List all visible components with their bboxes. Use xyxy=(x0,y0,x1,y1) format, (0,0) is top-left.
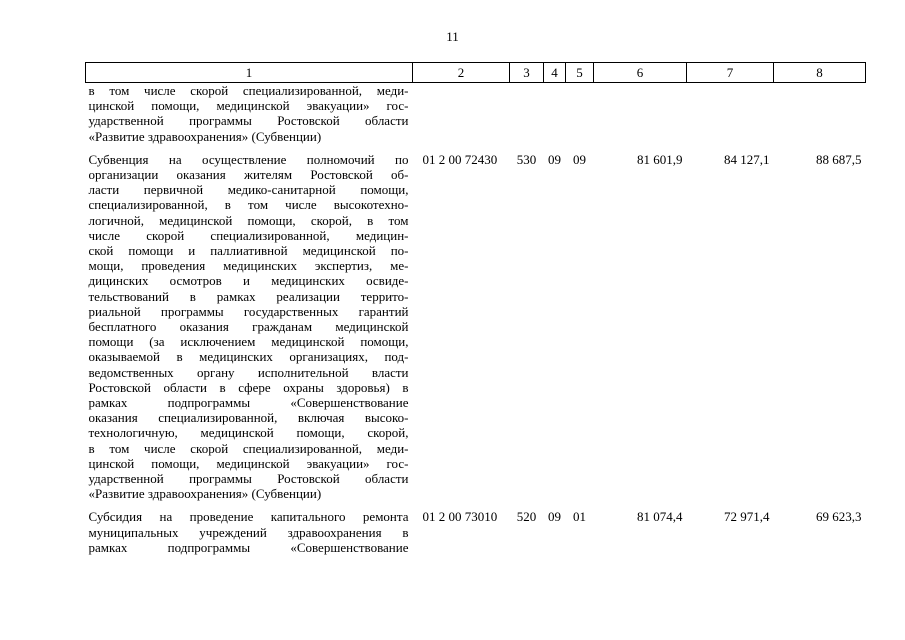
header-col-3: 3 xyxy=(510,63,544,83)
desc-line: технологичную, медицинской помощи, скорой, xyxy=(88,425,409,441)
header-col-1: 1 xyxy=(86,63,413,83)
desc-line: специализированной, в том числе высокотехно- xyxy=(88,197,409,213)
header-col-5: 5 xyxy=(566,63,594,83)
desc-line: муниципальных учреждений здравоохранения в xyxy=(88,524,409,540)
page-number: 11 xyxy=(446,29,459,44)
row-code: 01 2 00 73010 xyxy=(422,509,498,525)
row-rz: 09 xyxy=(548,509,561,525)
header-col-8: 8 xyxy=(774,63,866,83)
row-description xyxy=(86,152,413,510)
desc-line: Субвенция на осуществление полномочий по xyxy=(88,151,409,167)
desc-line: ударственной программы Ростовской области xyxy=(88,471,409,487)
desc-line: оказания специализированной, включая высоко- xyxy=(88,410,409,426)
desc-line: цинской помощи, медицинской эвакуации» гос- xyxy=(88,455,409,471)
desc-line: бесплатного оказания гражданам медицинской xyxy=(88,319,409,335)
row-description xyxy=(86,509,413,555)
row-pr xyxy=(566,83,594,152)
desc-line: дицинских осмотров и медицинских освиде- xyxy=(88,273,409,289)
row-year3: 69 623,3 xyxy=(816,509,862,525)
row-vr: 520 xyxy=(516,509,537,525)
table-row xyxy=(86,152,866,510)
header-col-6: 6 xyxy=(594,63,687,83)
table-header xyxy=(86,63,866,83)
table-row xyxy=(86,509,866,555)
desc-line: логичной, медицинской помощи, скорой, в том xyxy=(88,212,409,228)
desc-line: Субсидия на проведение капитального ремонта xyxy=(88,509,409,525)
desc-line: ской помощи и паллиативной медицинской по- xyxy=(88,243,409,259)
row-year1: 81 601,9 xyxy=(637,151,683,167)
row-rz xyxy=(544,83,566,152)
desc-line: числе скорой специализированной, медицин- xyxy=(88,227,409,243)
header-col-2: 2 xyxy=(413,63,510,83)
desc-line: цинской помощи, медицинской эвакуации» гос- xyxy=(88,98,409,114)
desc-line: «Развитие здравоохранения» (Субвенции) xyxy=(88,486,322,502)
row-vr xyxy=(510,83,544,152)
row-year2: 84 127,1 xyxy=(724,151,770,167)
row-pr: 09 xyxy=(573,151,586,167)
desc-line: мощи, проведения медицинских экспертиз, ме- xyxy=(88,258,409,274)
row-rz: 09 xyxy=(548,151,561,167)
header-col-4: 4 xyxy=(544,63,566,83)
desc-line: оказываемой в медицинских организациях, под- xyxy=(88,349,409,365)
row-year1 xyxy=(594,83,687,152)
row-pr: 01 xyxy=(573,509,586,525)
desc-line: помощи (за исключением медицинской помощи, xyxy=(88,334,409,350)
desc-line: «Развитие здравоохранения» (Субвенции) xyxy=(88,128,322,144)
desc-line: рамках подпрограммы «Совершенствование xyxy=(88,395,409,411)
row-year2: 72 971,4 xyxy=(724,509,770,525)
desc-line: ведомственных органу исполнительной власти xyxy=(88,364,409,380)
row-year1: 81 074,4 xyxy=(637,509,683,525)
desc-line: организации оказания жителям Ростовской об- xyxy=(88,167,409,183)
budget-table xyxy=(85,62,866,555)
desc-line: тельствований в рамках реализации террито- xyxy=(88,288,409,304)
desc-line: рамках подпрограммы «Совершенствование xyxy=(88,539,409,555)
desc-line: риальной программы государственных гарантий xyxy=(88,303,409,319)
row-year2 xyxy=(687,83,774,152)
desc-line: в том числе скорой специализированной, меди- xyxy=(88,440,409,456)
table-row xyxy=(86,83,866,152)
desc-line: в том числе скорой специализированной, меди- xyxy=(88,83,409,98)
row-description xyxy=(86,83,413,152)
row-year3: 88 687,5 xyxy=(816,151,862,167)
row-year3 xyxy=(774,83,866,152)
row-code: 01 2 00 72430 xyxy=(422,151,498,167)
row-vr: 530 xyxy=(516,151,537,167)
row-code xyxy=(413,83,510,152)
desc-line: ударственной программы Ростовской области xyxy=(88,113,409,129)
desc-line: Ростовской области в сфере охраны здоровья) в xyxy=(88,379,409,395)
desc-line: ласти первичной медико-санитарной помощи, xyxy=(88,182,409,198)
header-col-7: 7 xyxy=(687,63,774,83)
